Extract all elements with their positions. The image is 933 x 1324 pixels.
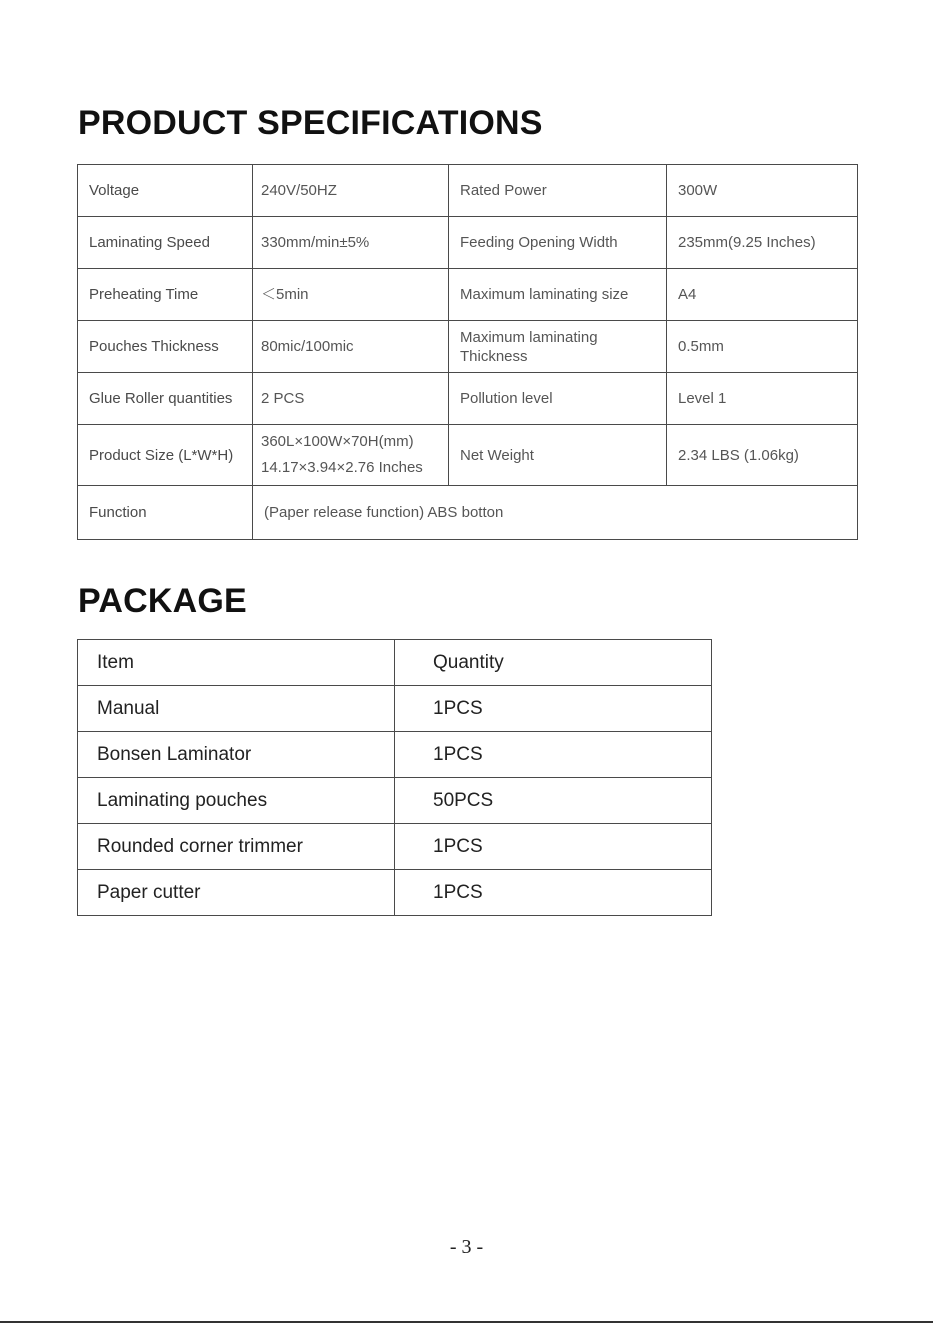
column-header-item: Item — [78, 640, 395, 686]
spec-value: 330mm/min±5% — [253, 217, 449, 269]
spec-row-function — [78, 486, 858, 540]
spec-label: Voltage — [78, 165, 253, 217]
spec-value: ＜5min — [253, 269, 449, 321]
table-row — [78, 686, 712, 732]
spec-value: 2.34 LBS (1.06kg) — [667, 425, 858, 486]
spec-row — [78, 373, 858, 425]
column-header-quantity: Quantity — [395, 640, 712, 686]
spec-label: Function — [78, 486, 253, 540]
spec-value: 300W — [667, 165, 858, 217]
package-item: Paper cutter — [78, 870, 395, 916]
table-row — [78, 732, 712, 778]
table-header-row — [78, 640, 712, 686]
package-quantity: 50PCS — [395, 778, 712, 824]
table-row — [78, 778, 712, 824]
spec-table — [77, 164, 858, 540]
spec-title: PRODUCT SPECIFICATIONS — [78, 104, 543, 142]
package-item: Rounded corner trimmer — [78, 824, 395, 870]
spec-label: Maximum laminating Thickness — [449, 321, 667, 373]
package-quantity: 1PCS — [395, 686, 712, 732]
package-item: Bonsen Laminator — [78, 732, 395, 778]
spec-label: Pollution level — [449, 373, 667, 425]
package-item: Manual — [78, 686, 395, 732]
product-size-inches: 14.17×3.94×2.76 Inches — [261, 459, 423, 476]
spec-label: Laminating Speed — [78, 217, 253, 269]
spec-label: Product Size (L*W*H) — [78, 425, 253, 486]
product-size-mm: 360L×100W×70H(mm) — [261, 433, 414, 450]
spec-value — [253, 425, 449, 486]
spec-row — [78, 269, 858, 321]
package-item: Laminating pouches — [78, 778, 395, 824]
spec-row — [78, 321, 858, 373]
spec-row — [78, 425, 858, 486]
package-quantity: 1PCS — [395, 732, 712, 778]
spec-label: Net Weight — [449, 425, 667, 486]
spec-row — [78, 217, 858, 269]
table-row — [78, 870, 712, 916]
package-title: PACKAGE — [78, 582, 247, 620]
spec-value: Level 1 — [667, 373, 858, 425]
spec-value: A4 — [667, 269, 858, 321]
spec-label: Feeding Opening Width — [449, 217, 667, 269]
package-table — [77, 639, 712, 916]
spec-value: 235mm(9.25 Inches) — [667, 217, 858, 269]
page-number: - 3 - — [449, 1236, 484, 1258]
package-quantity: 1PCS — [395, 870, 712, 916]
spec-label: Glue Roller quantities — [78, 373, 253, 425]
spec-value: (Paper release function) ABS botton — [253, 486, 858, 540]
spec-label: Pouches Thickness — [78, 321, 253, 373]
page-bottom-rule — [0, 1321, 933, 1323]
spec-label: Preheating Time — [78, 269, 253, 321]
spec-value: 240V/50HZ — [253, 165, 449, 217]
spec-label: Maximum laminating size — [449, 269, 667, 321]
spec-value: 2 PCS — [253, 373, 449, 425]
table-row — [78, 824, 712, 870]
spec-value: 80mic/100mic — [253, 321, 449, 373]
spec-label: Rated Power — [449, 165, 667, 217]
package-quantity: 1PCS — [395, 824, 712, 870]
spec-value: 0.5mm — [667, 321, 858, 373]
spec-row — [78, 165, 858, 217]
